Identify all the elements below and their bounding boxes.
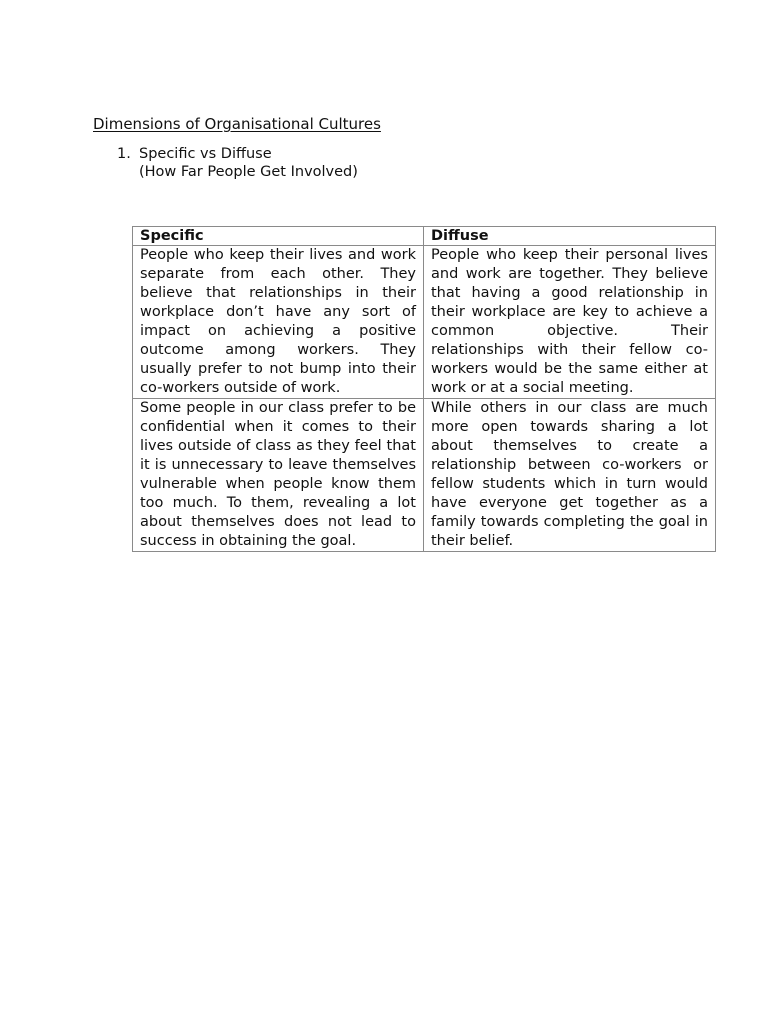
table-cell-diffuse-example: While others in our class are much more open towards sharing a lot about themselves to create a relationship between co-workers or fellow students which in turn would have everyone get together as a family towards completing the goal in their belief.: [424, 399, 716, 552]
table-header-row: [133, 227, 716, 246]
comparison-table: [132, 226, 716, 552]
list-item-title: Specific vs Diffuse: [139, 146, 272, 162]
header-diffuse: Diffuse: [424, 227, 716, 246]
header-specific: Specific: [133, 227, 424, 246]
table-row: [133, 399, 716, 552]
table-cell-specific-definition: People who keep their lives and work separate from each other. They believe that relationships in their workplace don’t have any sort of impact on achieving a positive outcome among workers. They usually prefer to not bump into their co-workers outside of work.: [133, 246, 424, 399]
table-row: [133, 246, 716, 399]
table-cell-diffuse-definition: People who keep their personal lives and work are together. They believe that having a good relationship in their workplace are key to achieve a common objective. Their relationships with their fellow co-workers would be the same either at work or at a social meeting.: [424, 246, 716, 399]
list-item-subtitle: (How Far People Get Involved): [139, 164, 358, 180]
list-number: 1.: [117, 146, 131, 162]
document-heading: Dimensions of Organisational Cultures: [93, 115, 381, 133]
numbered-list-item: [117, 145, 358, 181]
table-cell-specific-example: Some people in our class prefer to be confidential when it comes to their lives outside of class as they feel that it is unnecessary to leave themselves vulnerable when people know them too much. To them, revealing a lot about themselves does not lead to success in obtaining the goal.: [133, 399, 424, 552]
